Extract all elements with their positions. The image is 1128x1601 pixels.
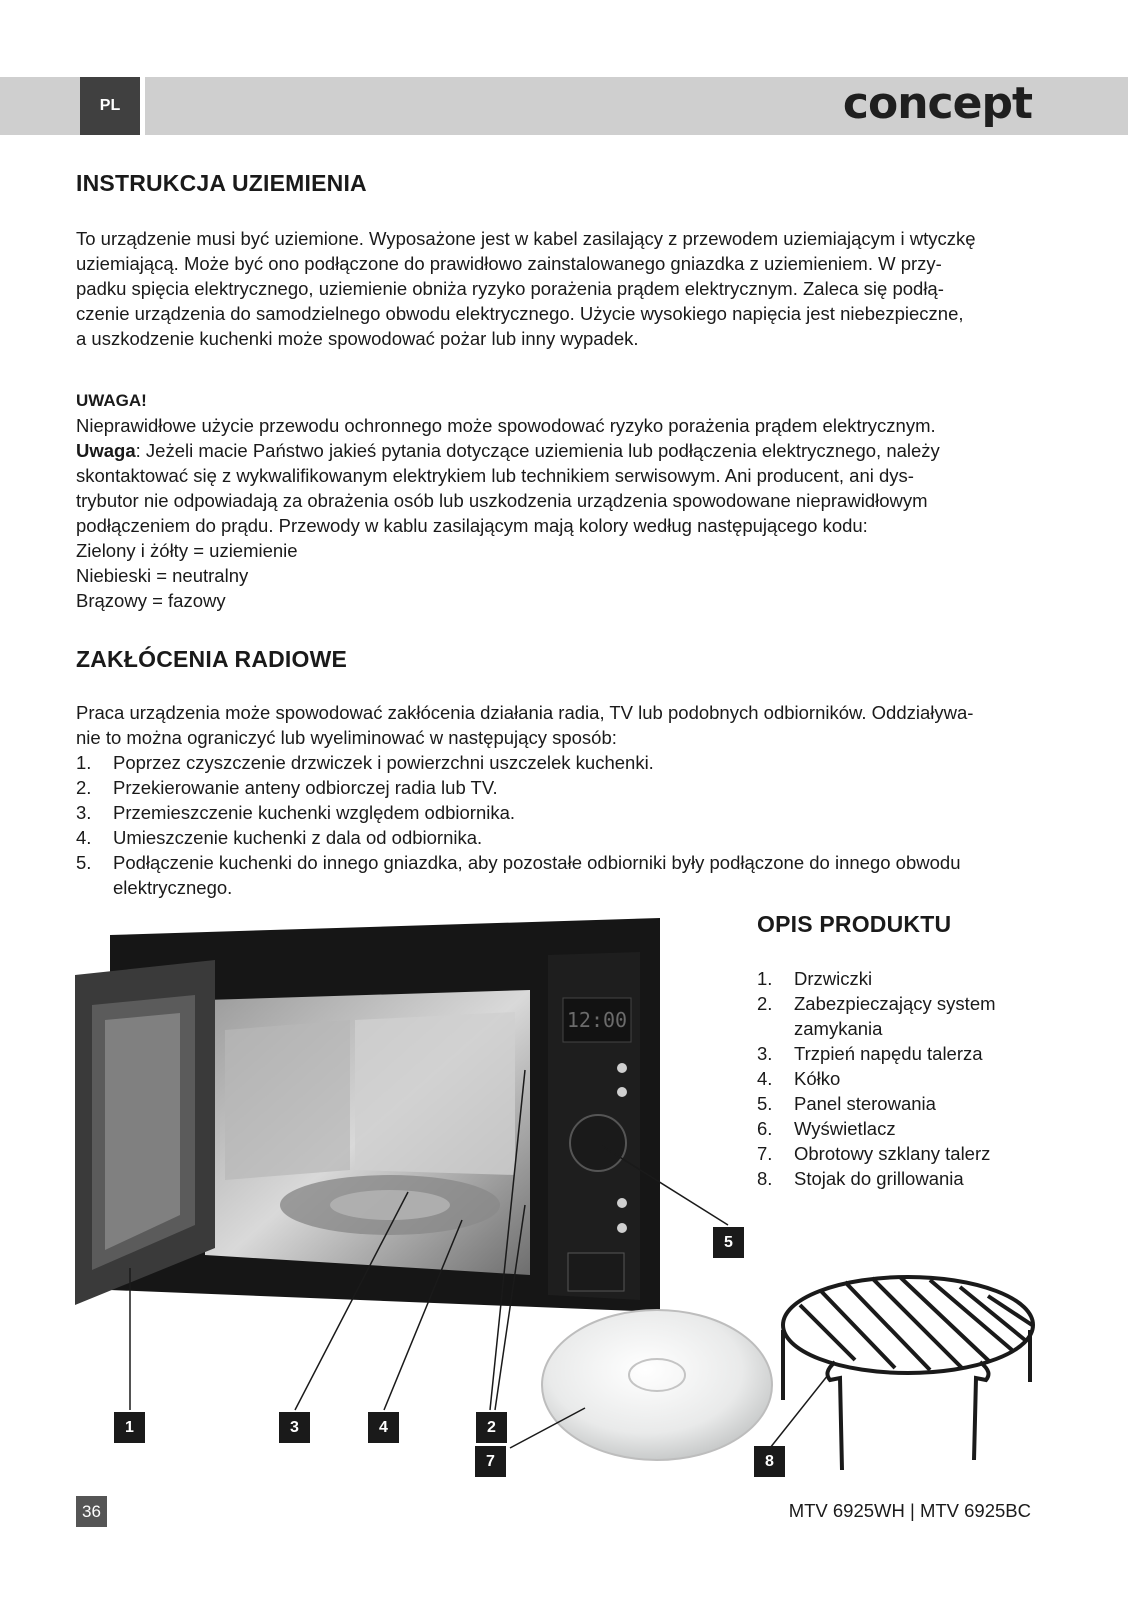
list-text: Umieszczenie kuchenki z dala od odbiornika. <box>113 827 483 848</box>
list-text: Poprzez czyszczenie drzwiczek i powierzchni uszczelek kuchenki. <box>113 752 654 773</box>
list-number: 1. <box>76 752 92 773</box>
display-time: 12:00 <box>566 1008 628 1032</box>
list-text: Podłączenie kuchenki do innego gniazdka, aby pozostałe odbiorniki były podłączone do innego obwodu <box>113 852 961 873</box>
list-text: Trzpień napędu talerza <box>794 1043 983 1064</box>
text-line: czenie urządzenia do samodzielnego obwodu elektrycznego. Użycie wysokiego napięcia jest niebezpieczne, <box>76 303 964 324</box>
list-number: 5. <box>757 1093 773 1114</box>
callout-badge-2: 2 <box>476 1412 507 1443</box>
text-line: trybutor nie odpowiadają za obrażenia osób lub uszkodzenia urządzenia spowodowane nieprawidłowym <box>76 490 928 511</box>
glass-plate-image <box>542 1310 772 1460</box>
list-number: 5. <box>76 852 92 873</box>
list-text: Drzwiczki <box>794 968 873 989</box>
list-number: 1. <box>757 968 773 989</box>
list-number: 4. <box>757 1068 773 1089</box>
note-label: Uwaga <box>76 440 136 461</box>
text-line: Brązowy = fazowy <box>76 590 226 611</box>
list-text-continued: elektrycznego. <box>113 877 233 898</box>
page-number: 36 <box>76 1496 107 1527</box>
callout-badge-8: 8 <box>754 1446 785 1477</box>
text-line: Zielony i żółty = uziemienie <box>76 540 298 561</box>
callout-badge-4: 4 <box>368 1412 399 1443</box>
text-line: nie to można ograniczyć lub wyeliminować w następujący sposób: <box>76 727 617 748</box>
text-line: To urządzenie musi być uziemione. Wyposażone jest w kabel zasilający z przewodem uziemiającym i wtyczkę <box>76 228 976 249</box>
microwave-image <box>75 918 660 1312</box>
list-number: 2. <box>76 777 92 798</box>
list-text: Zabezpieczający system <box>794 993 996 1014</box>
text-line: padku spięcia elektrycznego, uziemienie obniża ryzyko porażenia prądem elektrycznym. Zaleca się podłą- <box>76 278 944 299</box>
list-text-continued: zamykania <box>794 1018 883 1039</box>
text-line: Nieprawidłowe użycie przewodu ochronnego może spowodować ryzyko porażenia prądem elektrycznym. <box>76 415 936 436</box>
list-text: Obrotowy szklany talerz <box>794 1143 991 1164</box>
model-name: MTV 6925WH | MTV 6925BC <box>788 1500 1031 1521</box>
text-line: podłączeniem do prądu. Przewody w kablu zasilającym mają kolory według następującego kodu: <box>76 515 868 536</box>
text-line: Praca urządzenia może spowodować zakłócenia działania radia, TV lub podobnych odbiorników. Oddziaływa- <box>76 702 974 723</box>
text-line: skontaktować się z wykwalifikowanym elektrykiem lub technikiem serwisowym. Ani producent, ani dys- <box>76 465 914 486</box>
list-text: Wyświetlacz <box>794 1118 896 1139</box>
callout-badge-5: 5 <box>713 1227 744 1258</box>
list-number: 4. <box>76 827 92 848</box>
list-text: Kółko <box>794 1068 841 1089</box>
note-text: : Jeżeli macie Państwo jakieś pytania dotyczące uziemienia lub podłączenia elektrycznego, należy <box>135 440 940 461</box>
list-number: 8. <box>757 1168 773 1189</box>
list-number: 3. <box>76 802 92 823</box>
brand-logo: concept <box>842 78 1032 129</box>
list-text: Przekierowanie anteny odbiorczej radia lub TV. <box>113 777 498 798</box>
section-title-radio: ZAKŁÓCENIA RADIOWE <box>76 646 348 672</box>
grill-rack-image <box>783 1277 1033 1470</box>
section-title-product: OPIS PRODUKTU <box>757 911 952 937</box>
warning-title: UWAGA! <box>76 391 147 410</box>
list-number: 3. <box>757 1043 773 1064</box>
text-line: Niebieski = neutralny <box>76 565 249 586</box>
list-number: 6. <box>757 1118 773 1139</box>
list-number: 7. <box>757 1143 773 1164</box>
text-line: uziemiającą. Może być ono podłączone do prawidłowo zainstalowanego gniazdka z uziemieniem. W przy- <box>76 253 942 274</box>
section-title-grounding: INSTRUKCJA UZIEMIENIA <box>76 170 367 196</box>
text-line: a uszkodzenie kuchenki może spowodować pożar lub inny wypadek. <box>76 328 639 349</box>
callout-badge-1: 1 <box>114 1412 145 1443</box>
list-text: Stojak do grillowania <box>794 1168 964 1189</box>
callout-badge-3: 3 <box>279 1412 310 1443</box>
list-text: Panel sterowania <box>794 1093 936 1114</box>
list-number: 2. <box>757 993 773 1014</box>
list-text: Przemieszczenie kuchenki względem odbiornika. <box>113 802 516 823</box>
language-badge: PL <box>80 77 140 135</box>
callout-badge-7: 7 <box>475 1446 506 1477</box>
